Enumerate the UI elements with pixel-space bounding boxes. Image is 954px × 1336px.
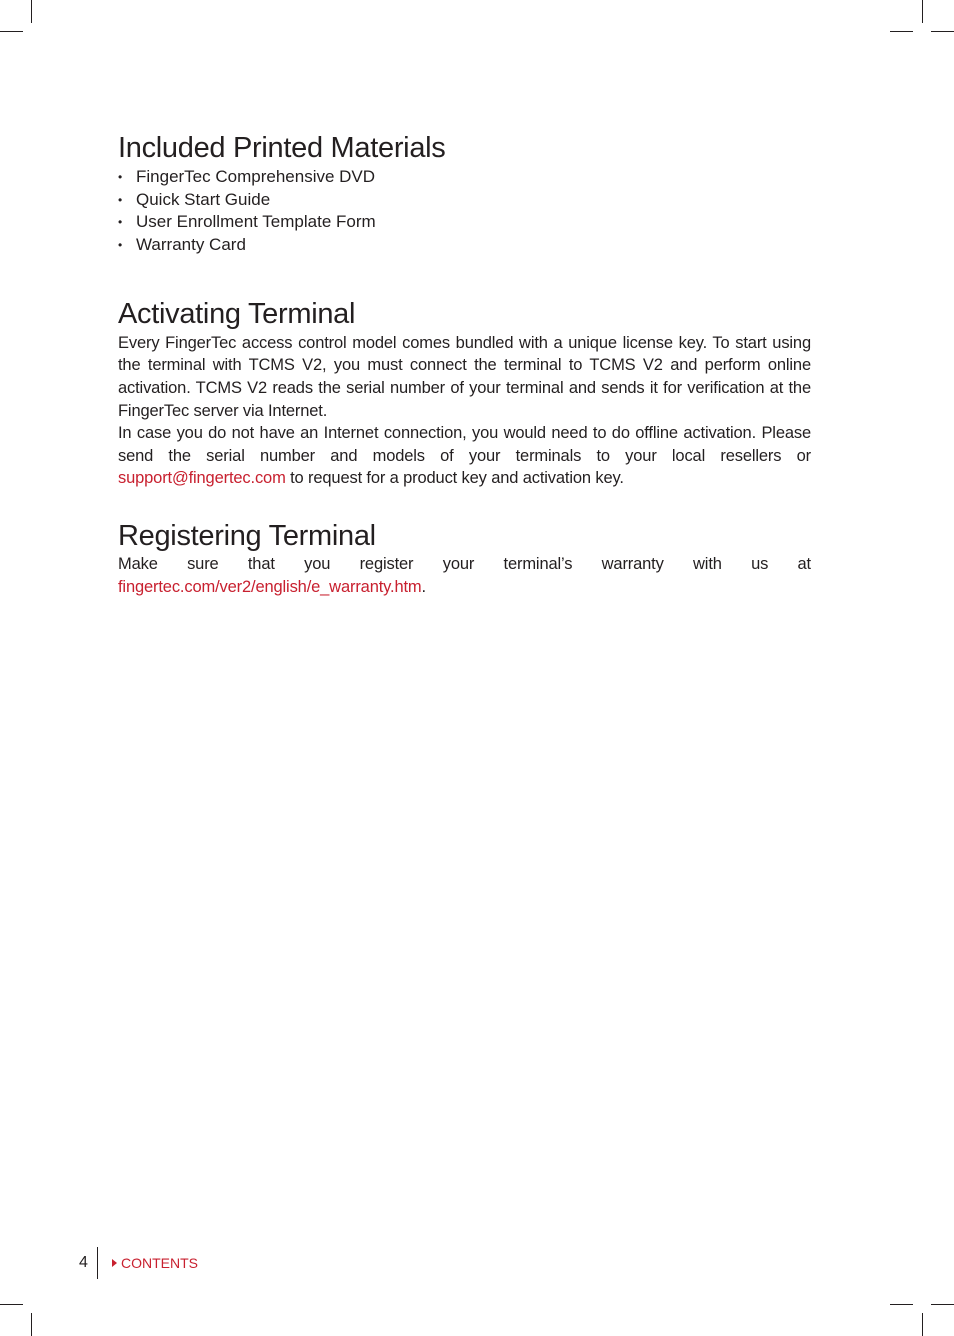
crop-mark — [922, 0, 923, 23]
bullet-icon: • — [118, 215, 123, 230]
section-registering-terminal — [118, 519, 811, 598]
contents-label: CONTENTS — [121, 1255, 198, 1271]
triangle-right-icon — [112, 1259, 117, 1267]
section-printed-materials — [118, 130, 811, 257]
paragraph: In case you do not have an Internet connection, you would need to do offline activation. Please send the serial number and models of your terminals to your local resellers or support@fingertec.com to request for a product key and activation key. — [118, 424, 811, 488]
page-footer — [79, 1247, 198, 1279]
page-content — [118, 130, 811, 598]
bullet-icon: • — [118, 192, 123, 207]
section-title: Registering Terminal — [118, 519, 376, 552]
bullet-icon: • — [118, 238, 123, 253]
crop-mark — [0, 31, 23, 32]
section-title: Included Printed Materials — [118, 132, 446, 164]
footer-divider — [97, 1247, 98, 1279]
crop-mark — [931, 1304, 954, 1305]
support-email-link[interactable]: support@fingertec.com — [118, 469, 286, 488]
section-activating-terminal — [118, 296, 811, 490]
crop-mark — [890, 1304, 913, 1305]
crop-mark — [31, 0, 32, 23]
crop-mark — [0, 1304, 23, 1305]
crop-mark — [890, 31, 913, 32]
paragraph: Every FingerTec access control model comes bundled with a unique license key. To start using the terminal with TCMS V2, you must connect the terminal to TCMS V2 and perform online activation. TCMS V2 reads the serial number of your terminal and sends it for verification at the FingerTec server via Internet. — [118, 333, 811, 420]
list-item: • User Enrollment Template Form — [118, 211, 811, 234]
warranty-link[interactable]: fingertec.com/ver2/english/e_warranty.htm — [118, 577, 422, 596]
crop-mark — [931, 31, 954, 32]
list-item: • FingerTec Comprehensive DVD — [118, 166, 811, 189]
printed-materials-list — [118, 166, 811, 257]
list-item: • Quick Start Guide — [118, 189, 811, 212]
list-item: • Warranty Card — [118, 234, 811, 257]
section-title: Activating Terminal — [118, 297, 356, 330]
paragraph: Make sure that you register your terminal’s warranty with us at fingertec.com/ver2/english/e_warranty.htm. — [118, 554, 811, 596]
page-number: 4 — [79, 1254, 88, 1271]
crop-mark — [31, 1313, 32, 1336]
bullet-icon: • — [118, 170, 123, 184]
crop-mark — [922, 1313, 923, 1336]
contents-link[interactable] — [112, 1255, 198, 1271]
